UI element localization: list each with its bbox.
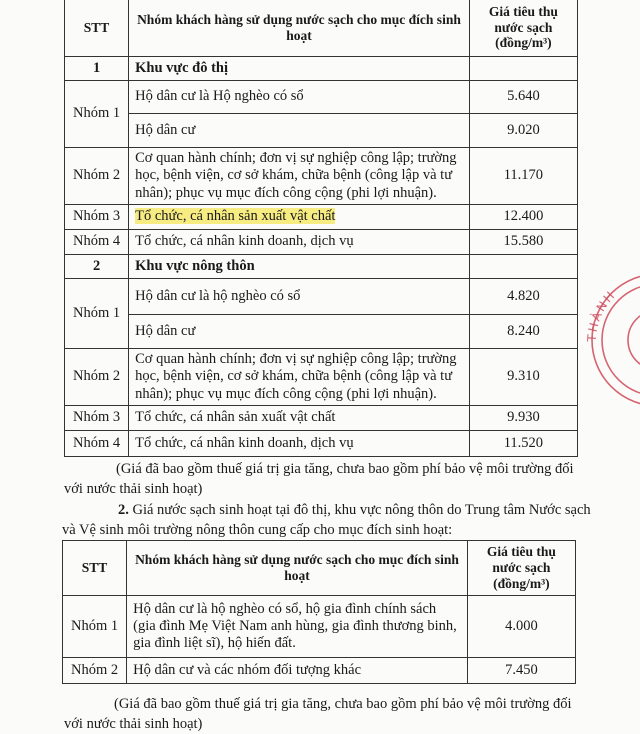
section-number: 2 — [65, 255, 129, 279]
section-row-urban — [65, 57, 578, 81]
header-price: Giá tiêu thụ nước sạch (đồng/m³) — [469, 0, 577, 57]
price-value: 5.640 — [469, 81, 577, 114]
group-description: Cơ quan hành chính; đơn vị sự nghiệp công lập; trường học, bệnh viện, cơ sở khám, chữa bệnh (công lập và tư nhân); phục vụ mục đích công cộng (phi lợi nhuận). — [129, 349, 470, 406]
table-row — [65, 431, 578, 457]
section-number: 2. — [118, 502, 129, 518]
group-description: Hộ dân cư — [129, 315, 470, 349]
table-row — [65, 279, 578, 315]
group-description: Tổ chức, cá nhân kinh doanh, dịch vụ — [129, 431, 470, 457]
price-note: (Giá đã bao gồm thuế giá trị gia tăng, chưa bao gồm phí bảo vệ môi trường đối với nước thải sinh hoạt) — [64, 461, 574, 497]
red-seal-stamp — [578, 262, 640, 412]
group-description — [129, 205, 470, 230]
table-header-row — [65, 0, 578, 57]
table-row — [65, 349, 578, 406]
price-value: 4.000 — [467, 596, 575, 658]
group-label: Nhóm 1 — [65, 81, 129, 148]
group-description: Hộ dân cư — [129, 114, 470, 148]
stamp-text: THÀNH — [584, 287, 619, 343]
group-description: Tổ chức, cá nhân kinh doanh, dịch vụ — [129, 230, 470, 255]
table-row — [65, 205, 578, 230]
section-title: Khu vực đô thị — [129, 57, 470, 81]
group-label: Nhóm 3 — [65, 406, 129, 431]
section-number: 1 — [65, 57, 129, 81]
group-description: Hộ dân cư và các nhóm đối tượng khác — [127, 658, 468, 684]
table-row — [65, 148, 578, 205]
table-row — [65, 114, 578, 148]
table-header-row — [63, 541, 576, 596]
section-row-rural — [65, 255, 578, 279]
group-label: Nhóm 1 — [63, 596, 127, 658]
price-value: 7.450 — [467, 658, 575, 684]
empty-cell — [469, 255, 577, 279]
group-description: Cơ quan hành chính; đơn vị sự nghiệp công lập; trường học, bệnh viện, cơ sở khám, chữa bệnh (công lập và tư nhân); phục vụ mục đích công cộng (phi lợi nhuận). — [129, 148, 470, 205]
group-label: Nhóm 2 — [65, 148, 129, 205]
group-description: Hộ dân cư là hộ nghèo có sổ — [129, 279, 470, 315]
price-value: 12.400 — [469, 205, 577, 230]
group-label: Nhóm 2 — [65, 349, 129, 406]
price-note: (Giá đã bao gồm thuế giá trị gia tăng, chưa bao gồm phí bảo vệ môi trường đối với nước thải sinh hoạt) — [64, 696, 572, 732]
table-row — [63, 658, 576, 684]
group-label: Nhóm 4 — [65, 431, 129, 457]
table-row — [65, 81, 578, 114]
urban-rural-price-table — [64, 0, 578, 457]
header-price: Giá tiêu thụ nước sạch (đồng/m³) — [467, 541, 575, 596]
price-value: 9.020 — [469, 114, 577, 148]
price-value: 9.310 — [469, 349, 577, 406]
group-label: Nhóm 4 — [65, 230, 129, 255]
header-group: Nhóm khách hàng sử dụng nước sạch cho mục đích sinh hoạt — [127, 541, 468, 596]
group-description: Tổ chức, cá nhân sản xuất vật chất — [129, 406, 470, 431]
table-row — [63, 596, 576, 658]
table-row — [65, 315, 578, 349]
header-stt: STT — [65, 0, 129, 57]
price-value: 15.580 — [469, 230, 577, 255]
price-value: 11.520 — [469, 431, 577, 457]
group-label: Nhóm 3 — [65, 205, 129, 230]
price-value: 9.930 — [469, 406, 577, 431]
group-label: Nhóm 1 — [65, 279, 129, 349]
table-row — [65, 230, 578, 255]
group-label: Nhóm 2 — [63, 658, 127, 684]
empty-cell — [469, 57, 577, 81]
section-2-paragraph — [62, 500, 592, 540]
header-stt: STT — [63, 541, 127, 596]
section-title: Khu vực nông thôn — [129, 255, 470, 279]
table-row — [65, 406, 578, 431]
price-value: 11.170 — [469, 148, 577, 205]
center-price-table — [62, 540, 576, 684]
highlighted-text: Tổ chức, cá nhân sản xuất vật chất — [135, 208, 336, 225]
price-value: 8.240 — [469, 315, 577, 349]
group-description: Hộ dân cư là hộ nghèo có sổ, hộ gia đình chính sách (gia đình Mẹ Việt Nam anh hùng, gia đình thương binh, gia đình liệt sĩ), hộ hiến đất. — [127, 596, 468, 658]
price-value: 4.820 — [469, 279, 577, 315]
header-group: Nhóm khách hàng sử dụng nước sạch cho mục đích sinh hoạt — [129, 0, 470, 57]
group-description: Hộ dân cư là Hộ nghèo có sổ — [129, 81, 470, 114]
section-text: Giá nước sạch sinh hoạt tại đô thị, khu vực nông thôn do Trung tâm Nước sạch và Vệ sinh môi trường nông thôn cung cấp cho mục đích sinh hoạt: — [62, 502, 591, 538]
